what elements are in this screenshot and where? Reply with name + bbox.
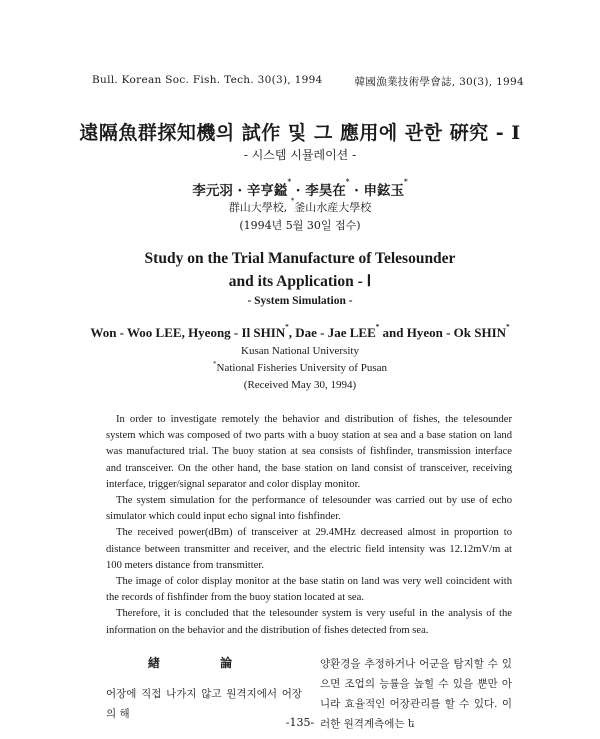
abstract-paragraph-4: The image of color display monitor at the base statin on land was very well coincident with the records of fishfinder from the buoy station located at sea. (106, 576, 512, 604)
body-left-text: 어장에 직접 나가지 않고 원격지에서 어장의 해 (106, 688, 302, 720)
abstract-paragraph-2: The system simulation for the performance of telesounder was carried out by use of echo simulator which could input echo signal into fishfinder. (106, 495, 512, 523)
korean-title: 遠隔魚群探知機의 試作 및 그 應用에 관한 硏究 - Ⅰ (79, 122, 521, 144)
english-subtitle: - System Simulation - (247, 295, 353, 307)
abstract-paragraph-5: Therefore, it is concluded that the telesounder system is very useful in the analysis of the information on the behavior and the distribution of fishes detected from sea. (106, 608, 512, 636)
english-authors: Won - Woo LEE, Hyeong - Il SHIN*, Dae - Jae LEE* and Hyeon - Ok SHIN* (90, 323, 510, 340)
journal-citation-right: 韓國漁業技術學會誌, 30(3), 1994 (354, 76, 524, 88)
english-affiliation-1: Kusan National University (241, 345, 359, 357)
abstract-paragraph-1: In order to investigate remotely the behavior and distribution of fishes, the telesounder system which was composed of two parts with a buoy station at sea and a base station on land was manufactured trial. The buoy station at sea consists of fishfinder, transmission interface and transceiver. On the other hand, the base station on land consist of transceiver, receiving interface, trigger/signal separator and color display monitor. (106, 414, 512, 490)
section-heading-introduction: 緖 論 (147, 656, 261, 670)
body-right-text: 양환경을 추정하거나 어군을 탐지할 수 있으면 조업의 능률을 높힐 수 있을 뿐만 아니라 효율적인 어장관리를 할 수 있다. 이러한 원격계측에는 ե (320, 658, 512, 730)
korean-received-date: (1994년 5월 30일 접수) (239, 219, 361, 232)
korean-subtitle: - 시스템 시뮬레이션 - (243, 148, 357, 162)
body-left-column (106, 654, 302, 724)
abstract-paragraph-3: The received power(dBm) of transceiver at 29.4MHz decreased almost in proportion to distance between transmitter and receiver, and the electric field intensity was 12.12mV/m at 100 meters distance from transmitter. (106, 527, 512, 571)
journal-citation-left: Bull. Korean Soc. Fish. Tech. 30(3), 1994 (92, 74, 323, 86)
abstract (106, 412, 512, 639)
english-title-line2: and its Application - Ⅰ (228, 273, 372, 290)
page-number: -135- (285, 716, 315, 729)
korean-authors: 李元羽 · 辛亨鎰* · 李昊在* · 申鉉玉* (192, 177, 408, 199)
english-title-line1: Study on the Trial Manufacture of Telesounder (144, 250, 456, 267)
korean-affiliation: 群山大學校, *釜山水産大學校 (228, 197, 372, 214)
english-affiliation-2: *National Fisheries University of Pusan (213, 360, 387, 374)
english-received-date: (Received May 30, 1994) (243, 379, 357, 391)
